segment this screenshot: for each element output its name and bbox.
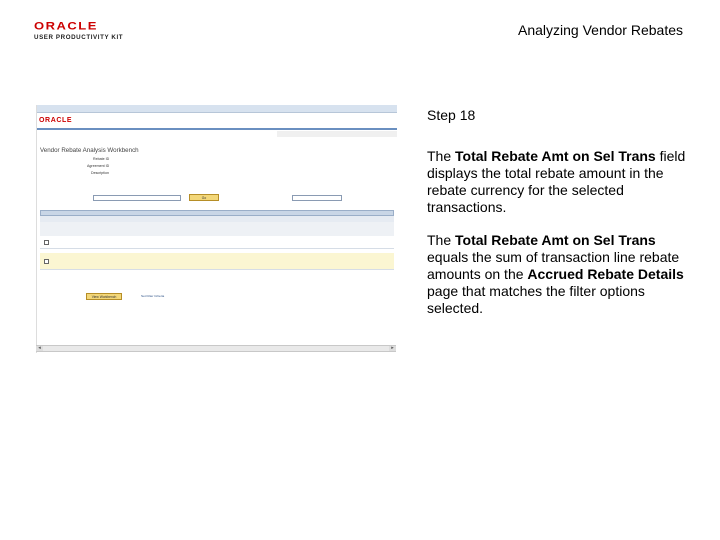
text-segment: field displays the total rebate amount in the rebate currency for the selected transactions. (427, 148, 686, 215)
text-segment: The (427, 232, 456, 248)
text-segment: The (427, 148, 456, 164)
agreement-id-label: Agreement ID (87, 164, 110, 168)
rebate-id-label: Rebate ID (93, 157, 110, 161)
field-name-emphasis: Total Rebate Amt on Sel Trans (455, 148, 656, 164)
instruction-paragraph-2 (427, 232, 689, 317)
app-page-title: Vendor Rebate Analysis Workbench (40, 147, 139, 154)
scroll-left-icon[interactable]: ◂ (36, 346, 43, 351)
go-button[interactable]: Go (189, 194, 219, 201)
table-row[interactable] (40, 236, 394, 249)
grid-column-headers (40, 222, 394, 237)
table-row[interactable] (40, 253, 394, 270)
app-oracle-logo: ORACLE (39, 117, 73, 124)
header-links-bar (277, 131, 397, 137)
page-name-emphasis: Accrued Rebate Details (527, 266, 684, 282)
logo-subtitle: USER PRODUCTIVITY KIT (34, 34, 124, 41)
scroll-right-icon[interactable]: ▸ (389, 346, 396, 351)
document-title: Analyzing Vendor Rebates (518, 22, 683, 38)
app-nav-bar (37, 105, 397, 113)
oracle-upk-logo (34, 20, 126, 41)
instruction-paragraph-1 (427, 148, 689, 216)
view-results-by-select[interactable] (292, 195, 342, 201)
header-rule (37, 128, 397, 130)
set-filter-criteria-link[interactable]: Set Filter Criteria (141, 294, 165, 298)
view-results-select[interactable] (93, 195, 181, 201)
row-select-checkbox[interactable] (44, 259, 49, 264)
text-segment: equals the sum of transaction line rebate amounts on the (427, 249, 680, 282)
field-name-emphasis: Total Rebate Amt on Sel Trans (455, 232, 656, 248)
description-label: Description (91, 171, 109, 175)
screenshot-horizontal-scrollbar[interactable] (36, 345, 396, 352)
view-workbench-button[interactable]: View Workbench (86, 293, 122, 300)
text-segment: page that matches the filter options selected. (427, 283, 645, 316)
logo-wordmark: ORACLE (34, 19, 98, 32)
step-label: Step 18 (427, 107, 476, 123)
application-screenshot (36, 105, 397, 353)
app-header (37, 113, 397, 128)
row-select-checkbox[interactable] (44, 240, 49, 245)
